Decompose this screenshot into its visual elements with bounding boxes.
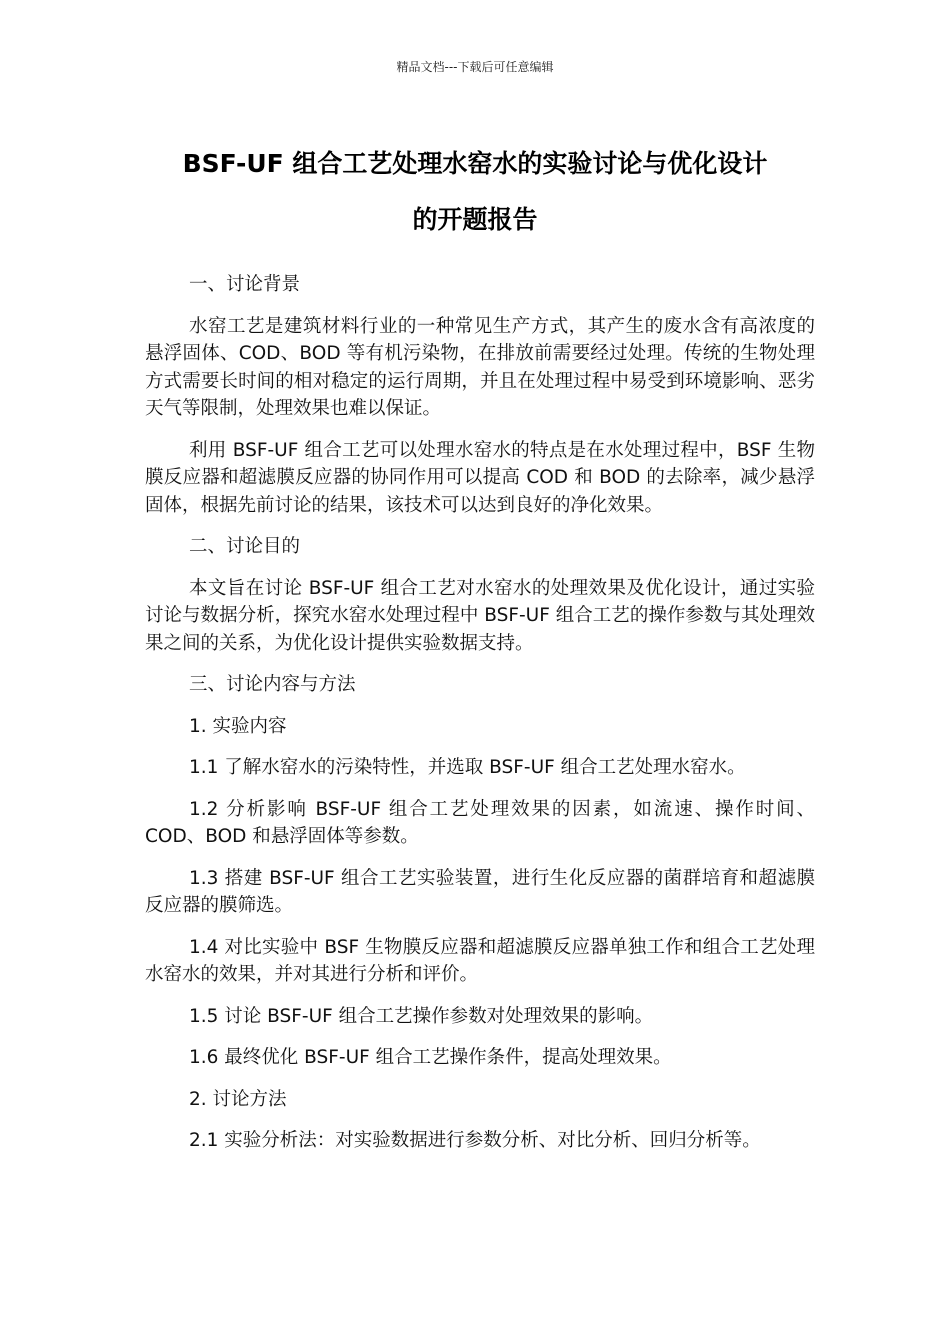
paragraph-background-1: 水窑工艺是建筑材料行业的一种常见生产方式，其产生的废水含有高浓度的悬浮固体、COD、BOD 等有机污染物，在排放前需要经过处理。传统的生物处理方式需要长时间的相对稳定的运行周期，并且在处理过程中易受到环境影响、恶劣天气等限制，处理效果也难以保证。 <box>145 315 815 419</box>
subheading-methods: 2. 讨论方法 <box>189 1088 287 1110</box>
title-line-2: 的开题报告 <box>412 205 538 234</box>
list-item-2-1: 2.1 实验分析法：对实验数据进行参数分析、对比分析、回归分析等。 <box>189 1130 761 1151</box>
paragraph-background-2: 利用 BSF-UF 组合工艺可以处理水窑水的特点是在水处理过程中，BSF 生物膜反应器和超滤膜反应器的协同作用可以提高 COD 和 BOD 的去除率，减少悬浮固体，根据先前讨论的结果，该技术可以达到良好的净化效果。 <box>145 439 815 516</box>
list-item-1-4: 1.4 对比实验中 BSF 生物膜反应器和超滤膜反应器单独工作和组合工艺处理水窑水的效果，并对其进行分析和评价。 <box>145 936 815 985</box>
section-heading-background: 一、讨论背景 <box>189 274 301 295</box>
title-line-1: BSF-UF 组合工艺处理水窑水的实验讨论与优化设计 <box>182 149 768 178</box>
document-body <box>145 271 815 1169</box>
section-heading-purpose: 二、讨论目的 <box>189 536 301 557</box>
list-item-1-1: 1.1 了解水窑水的污染特性，并选取 BSF-UF 组合工艺处理水窑水。 <box>189 757 746 778</box>
paragraph-purpose: 本文旨在讨论 BSF-UF 组合工艺对水窑水的处理效果及优化设计，通过实验讨论与数据分析，探究水窑水处理过程中 BSF-UF 组合工艺的操作参数与其处理效果之间的关系，为优化设计提供实验数据支持。 <box>145 577 815 654</box>
list-item-1-5: 1.5 讨论 BSF-UF 组合工艺操作参数对处理效果的影响。 <box>189 1005 654 1027</box>
header-note: 精品文档---下载后可任意编辑 <box>396 60 554 74</box>
list-item-1-6: 1.6 最终优化 BSF-UF 组合工艺操作条件，提高处理效果。 <box>189 1047 672 1068</box>
subheading-experiment-content: 1. 实验内容 <box>189 715 287 737</box>
document-title <box>145 136 805 248</box>
list-item-1-2: 1.2 分析影响 BSF-UF 组合工艺处理效果的因素，如流速、操作时间、COD、BOD 和悬浮固体等参数。 <box>145 798 815 847</box>
section-heading-content-methods: 三、讨论内容与方法 <box>189 674 356 695</box>
list-item-1-3: 1.3 搭建 BSF-UF 组合工艺实验装置，进行生化反应器的菌群培育和超滤膜反应器的膜筛选。 <box>145 867 815 916</box>
